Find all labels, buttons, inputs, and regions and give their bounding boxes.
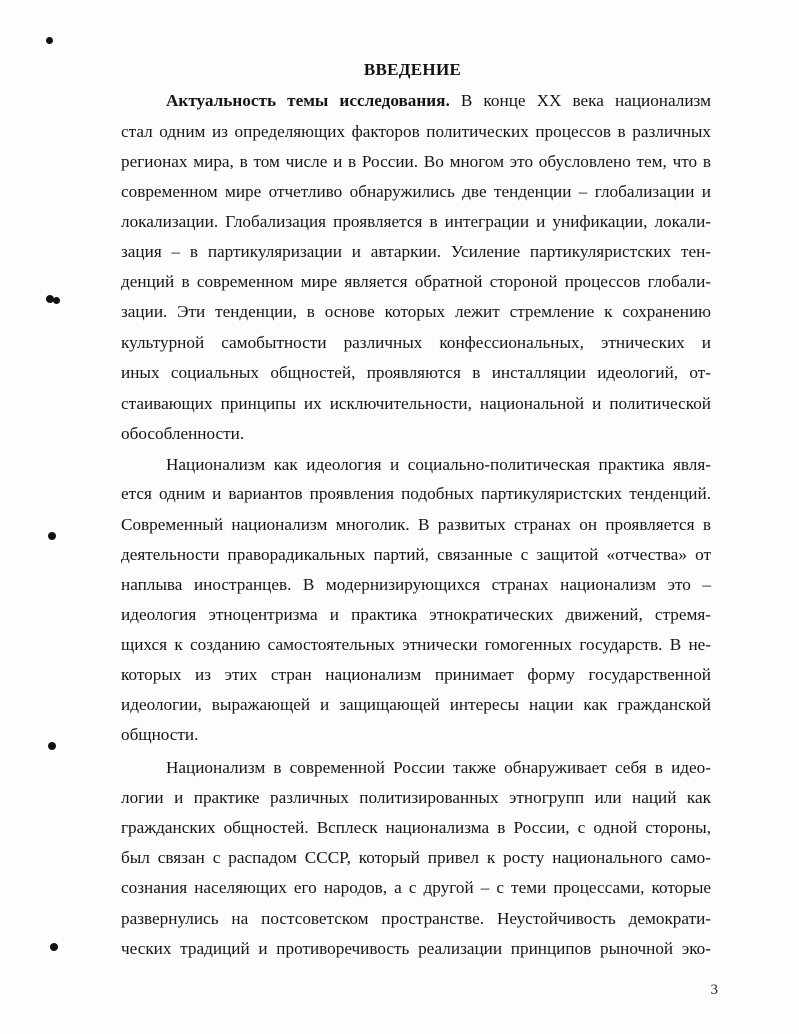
- binding-hole-mark: [53, 297, 60, 304]
- paragraph-line: локализации. Глобализация проявляется в интеграции и унификации, локали-: [121, 212, 711, 231]
- paragraph-line: стал одним из определяющих факторов политических процессов в различных: [121, 122, 711, 141]
- paragraph-line: стаивающих принципы их исключительности, национальной и политической: [121, 394, 711, 413]
- paragraph-line: ется одним и вариантов проявления подобных партикуляристских тенденций.: [121, 484, 711, 503]
- paragraph-line: зация – в партикуляризации и автаркии. Усиление партикуляристских тен-: [121, 242, 711, 261]
- paragraph-line: современном мире отчетливо обнаружились две тенденции – глобализации и: [121, 182, 711, 201]
- paragraph-line: щихся к созданию самостоятельных этнически гомогенных государств. В не-: [121, 635, 711, 654]
- paragraph-line: развернулись на постсоветском пространстве. Неустойчивость демократи-: [121, 909, 711, 928]
- binding-hole-mark: [48, 742, 56, 750]
- paragraph-line: иных социальных общностей, проявляются в инсталляции идеологий, от-: [121, 363, 711, 382]
- binding-hole-mark: [46, 37, 53, 44]
- paragraph-line: обособленности.: [121, 424, 245, 443]
- paragraph-line: гражданских общностей. Всплеск национализма в России, с одной стороны,: [121, 818, 711, 837]
- paragraph-1-first-line: [166, 91, 711, 111]
- paragraph-line: наплыва иностранцев. В модернизирующихся странах национализм это –: [121, 575, 711, 594]
- paragraph-line: идеология этноцентризма и практика этнократических движений, стремя-: [121, 605, 711, 624]
- paragraph-line: был связан с распадом СССР, который привел к росту национального само-: [121, 848, 711, 867]
- paragraph-line: ческих традиций и противоречивость реализации принципов рыночной эко-: [121, 939, 711, 958]
- paragraph-line: денций в современном мире является обратной стороной процессов глобали-: [121, 272, 711, 291]
- paragraph-2-first-line: Национализм как идеология и социально-политическая практика явля-: [166, 455, 711, 474]
- section-title: ВВЕДЕНИЕ: [363, 60, 462, 79]
- paragraph-3-first-line: Национализм в современной России также обнаруживает себя в идео-: [166, 758, 711, 777]
- paragraph-line: которых из этих стран национализм принимает форму государственной: [121, 665, 711, 684]
- paragraph-line: деятельности праворадикальных партий, связанные с защитой «отчества» от: [121, 545, 711, 564]
- paragraph-text: В конце ХХ века национализм: [449, 91, 711, 110]
- paragraph-line: Современный национализм многолик. В развитых странах он проявляется в: [121, 515, 711, 534]
- paragraph-line: культурной самобытности различных конфессиональных, этнических и: [121, 333, 711, 352]
- binding-hole-mark: [50, 943, 58, 951]
- paragraph-line: сознания населяющих его народов, а с другой – с теми процессами, которые: [121, 878, 711, 897]
- lead-heading: Актуальность темы исследования.: [166, 91, 450, 110]
- paragraph-line: зации. Эти тенденции, в основе которых лежит стремление к сохранению: [121, 302, 711, 321]
- paragraph-line: идеологии, выражающей и защищающей интересы нации как гражданской: [121, 695, 711, 714]
- paragraph-line: общности.: [121, 725, 199, 744]
- paragraph-line: логии и практике различных политизированных этногрупп или наций как: [121, 788, 711, 807]
- paragraph-line: регионах мира, в том числе и в России. Во многом это обусловлено тем, что в: [121, 152, 711, 171]
- binding-hole-mark: [48, 532, 56, 540]
- page-number: 3: [710, 982, 718, 998]
